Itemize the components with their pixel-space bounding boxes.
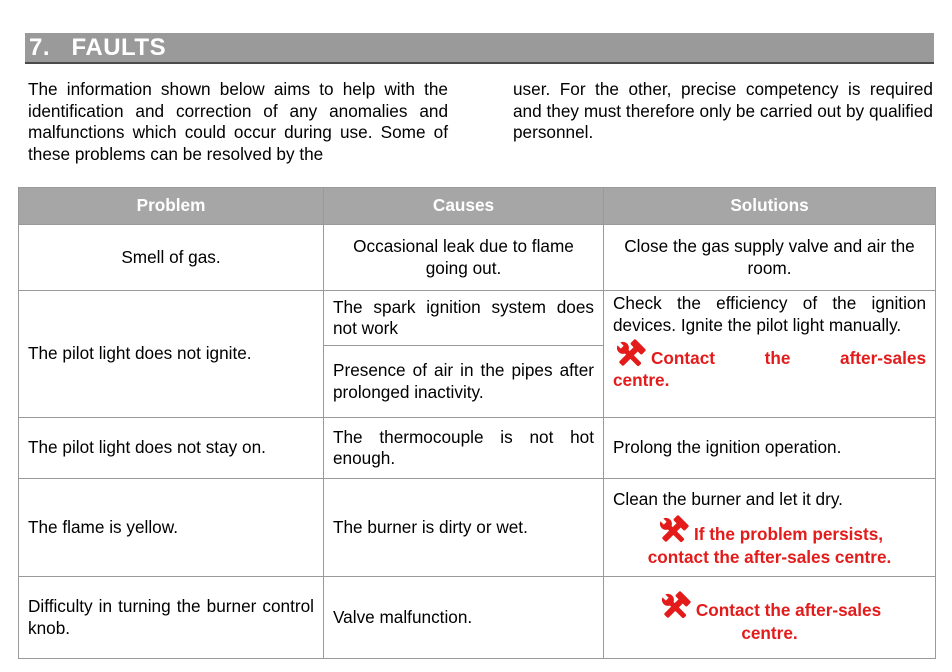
service-warning-cont: centre. <box>741 622 798 643</box>
problem-cell: The pilot light does not stay on. <box>19 418 324 479</box>
cause-cell: The spark ignition system does not work <box>324 291 604 346</box>
service-warning: Contact the after-sales <box>613 339 926 371</box>
cause-cell: The thermocouple is not hot enough. <box>324 418 604 479</box>
problem-cell: Difficulty in turning the burner control knob. <box>19 577 324 659</box>
table-row <box>19 291 936 346</box>
service-warning: If the problem persists, <box>613 515 926 547</box>
cause-cell: Occasional leak due to flame going out. <box>324 225 604 291</box>
solution-cell <box>604 291 936 418</box>
service-tools-icon <box>613 339 647 371</box>
service-warning: Contact the after-sales <box>613 591 926 623</box>
cause-cell: The burner is dirty or wet. <box>324 479 604 577</box>
header-causes: Causes <box>324 188 604 225</box>
table-row <box>19 479 936 577</box>
table-row <box>19 225 936 291</box>
solution-cell: Prolong the ignition operation. <box>604 418 936 479</box>
header-problem: Problem <box>19 188 324 225</box>
solution-text: Check the efficiency of the ignition devices. Ignite the pilot light manually. <box>613 293 926 335</box>
service-warning-cont: centre. <box>613 370 670 390</box>
faults-table <box>18 187 936 659</box>
solution-cell: Close the gas supply valve and air the room. <box>604 225 936 291</box>
cause-cell: Valve malfunction. <box>324 577 604 659</box>
section-title: 7. FAULTS <box>29 34 167 61</box>
section-header <box>25 33 934 64</box>
service-warning-cont: contact the after-sales centre. <box>647 546 892 567</box>
solution-cell <box>604 577 936 659</box>
table-row <box>19 418 936 479</box>
cause-cell: Presence of air in the pipes after prolonged inactivity. <box>324 346 604 418</box>
solution-text: Clean the burner and let it dry. <box>613 489 843 509</box>
service-tools-icon <box>658 591 692 623</box>
header-solutions: Solutions <box>604 188 936 225</box>
intro-text-right: user. For the other, precise competency is required and they must therefore only be carried out by qualified personnel. <box>513 79 933 142</box>
problem-cell: The flame is yellow. <box>19 479 324 577</box>
solution-cell <box>604 479 936 577</box>
table-row <box>19 577 936 659</box>
problem-cell: The pilot light does not ignite. <box>19 291 324 418</box>
intro-text-left: The information shown below aims to help with the identification and correction of any anomalies and malfunctions which could occur during use. Some of these problems can be resolved by the <box>28 79 448 164</box>
problem-cell: Smell of gas. <box>19 225 324 291</box>
service-tools-icon <box>656 515 690 547</box>
table-header-row <box>19 188 936 225</box>
